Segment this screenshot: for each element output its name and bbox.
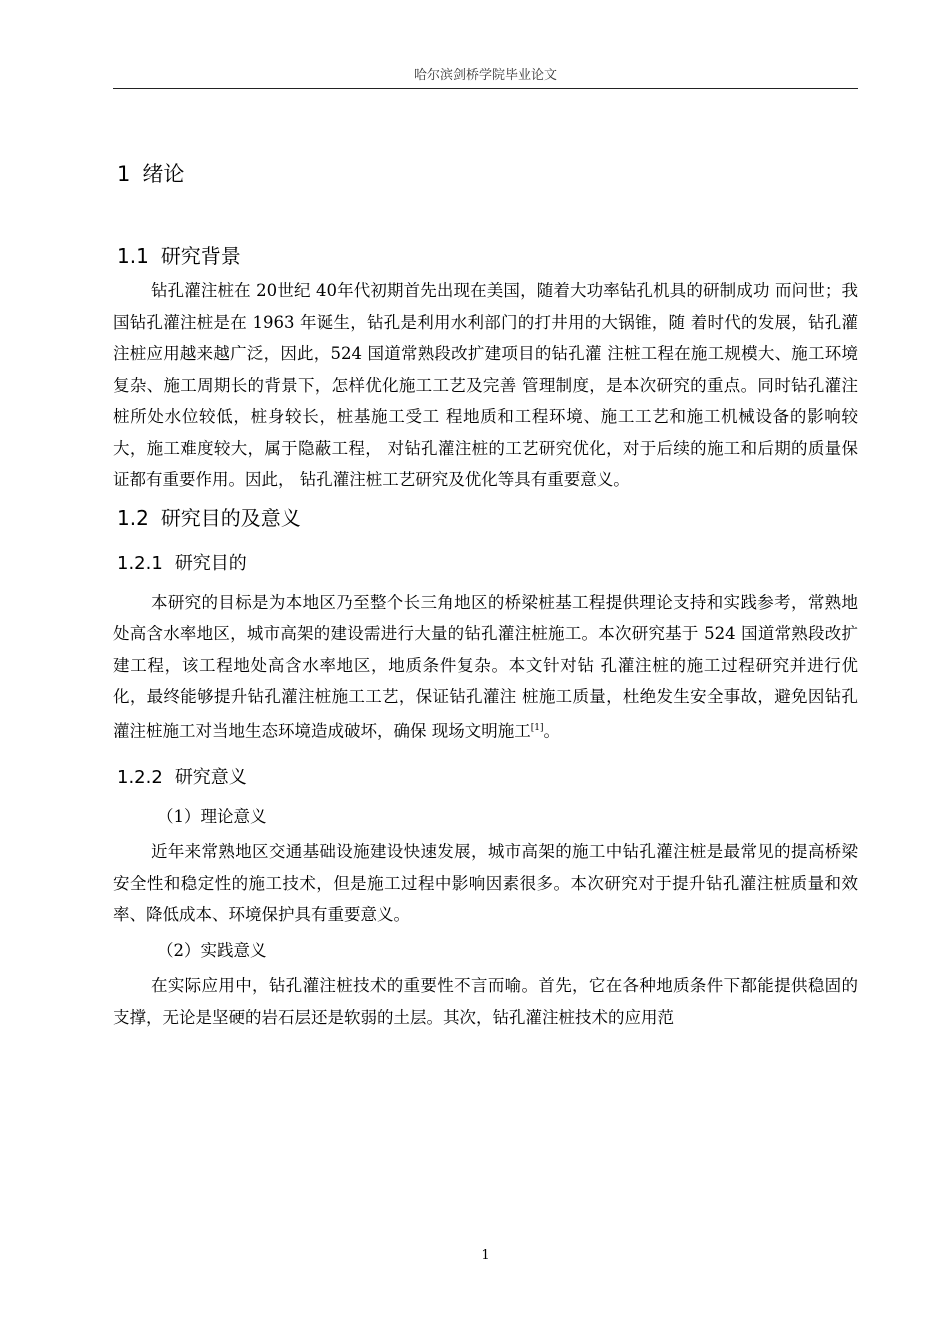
- chapter-heading: [117, 158, 858, 188]
- subsection-title: 研究目的: [174, 552, 247, 574]
- subsection-number: 1.2.1: [117, 552, 163, 574]
- section-number: 1.1: [117, 244, 149, 268]
- chapter-number: 1: [117, 162, 131, 186]
- section-number: 1.2: [117, 505, 149, 530]
- page-number: 1: [481, 1248, 490, 1263]
- subsection-heading-1-2-2: [117, 763, 858, 789]
- header-rule: [113, 88, 858, 89]
- section-heading-1-1: [117, 240, 858, 269]
- paragraph-purpose: [113, 587, 858, 747]
- chapter-title: 绪论: [142, 162, 185, 186]
- paragraph-practice: 在实际应用中，钻孔灌注桩技术的重要性不言而喻。首先，它在各种地质条件下都能提供稳固的支撑，无论是坚硬的岩石层还是软弱的土层。其次，钻孔灌注桩技术的应用范: [113, 976, 858, 1027]
- section-title: 研究目的及意义: [160, 505, 301, 530]
- paragraph-purpose-text: 本研究的目标是为本地区乃至整个长三角地区的桥梁桩基工程提供理论支持和实践参考，常熟地处高含水率地区，城市高架的建设需进行大量的钻孔灌注桩施工。本次研究基于 524 国道常熟段改扩建工程，该工程地处高含水率地区，地质条件复杂。本文针对钻 孔灌注桩的施工过程研究并进行优化，最终能够提升钻孔灌注桩施工工艺，保证钻孔灌注 桩施工质量，杜绝发生安全事故，避免因钻孔灌注桩施工对当地生态环境造成破坏，确保 现场文明施工: [113, 592, 858, 740]
- item-practice-label: （2）实践意义: [157, 940, 267, 960]
- subsection-title: 研究意义: [174, 766, 247, 788]
- paragraph-purpose-tail: 。: [543, 721, 560, 740]
- citation-ref: [1]: [530, 722, 544, 733]
- item-theory-label: （1）理论意义: [157, 806, 267, 826]
- subsection-heading-1-2-1: [117, 549, 858, 575]
- paragraph-theory: 近年来常熟地区交通基础设施建设快速发展，城市高架的施工中钻孔灌注桩是最常见的提高桥梁安全性和稳定性的施工技术，但是施工过程中影响因素很多。本次研究对于提升钻孔灌注桩质量和效率、降低成本、环境保护具有重要意义。: [113, 842, 858, 924]
- page-body: [113, 158, 858, 1037]
- section-heading-1-2: [117, 502, 858, 531]
- subsection-number: 1.2.2: [117, 766, 163, 788]
- section-title: 研究背景: [160, 244, 241, 268]
- page-header: 哈尔滨剑桥学院毕业论文: [413, 68, 557, 83]
- paragraph-background: 钻孔灌注桩在 20世纪 40年代初期首先出现在美国，随着大功率钻孔机具的研制成功 而问世；我国钻孔灌注桩是在 1963 年诞生，钻孔是利用水利部门的打井用的大锅锥，随 着时代的发展，钻孔灌注桩应用越来越广泛，因此，524 国道常熟段改扩建项目的钻孔灌 注桩工程在施工规模大、施工环境复杂、施工周期长的背景下，怎样优化施工工艺及完善 管理制度，是本次研究的重点。同时钻孔灌注桩所处水位较低，桩身较长，桩基施工受工 程地质和工程环境、施工工艺和施工机械设备的影响较大，施工难度较大，属于隐蔽工程， 对钻孔灌注桩的工艺研究优化，对于后续的施工和后期的质量保证都有重要作用。因此， 钻孔灌注桩工艺研究及优化等具有重要意义。: [113, 281, 858, 489]
